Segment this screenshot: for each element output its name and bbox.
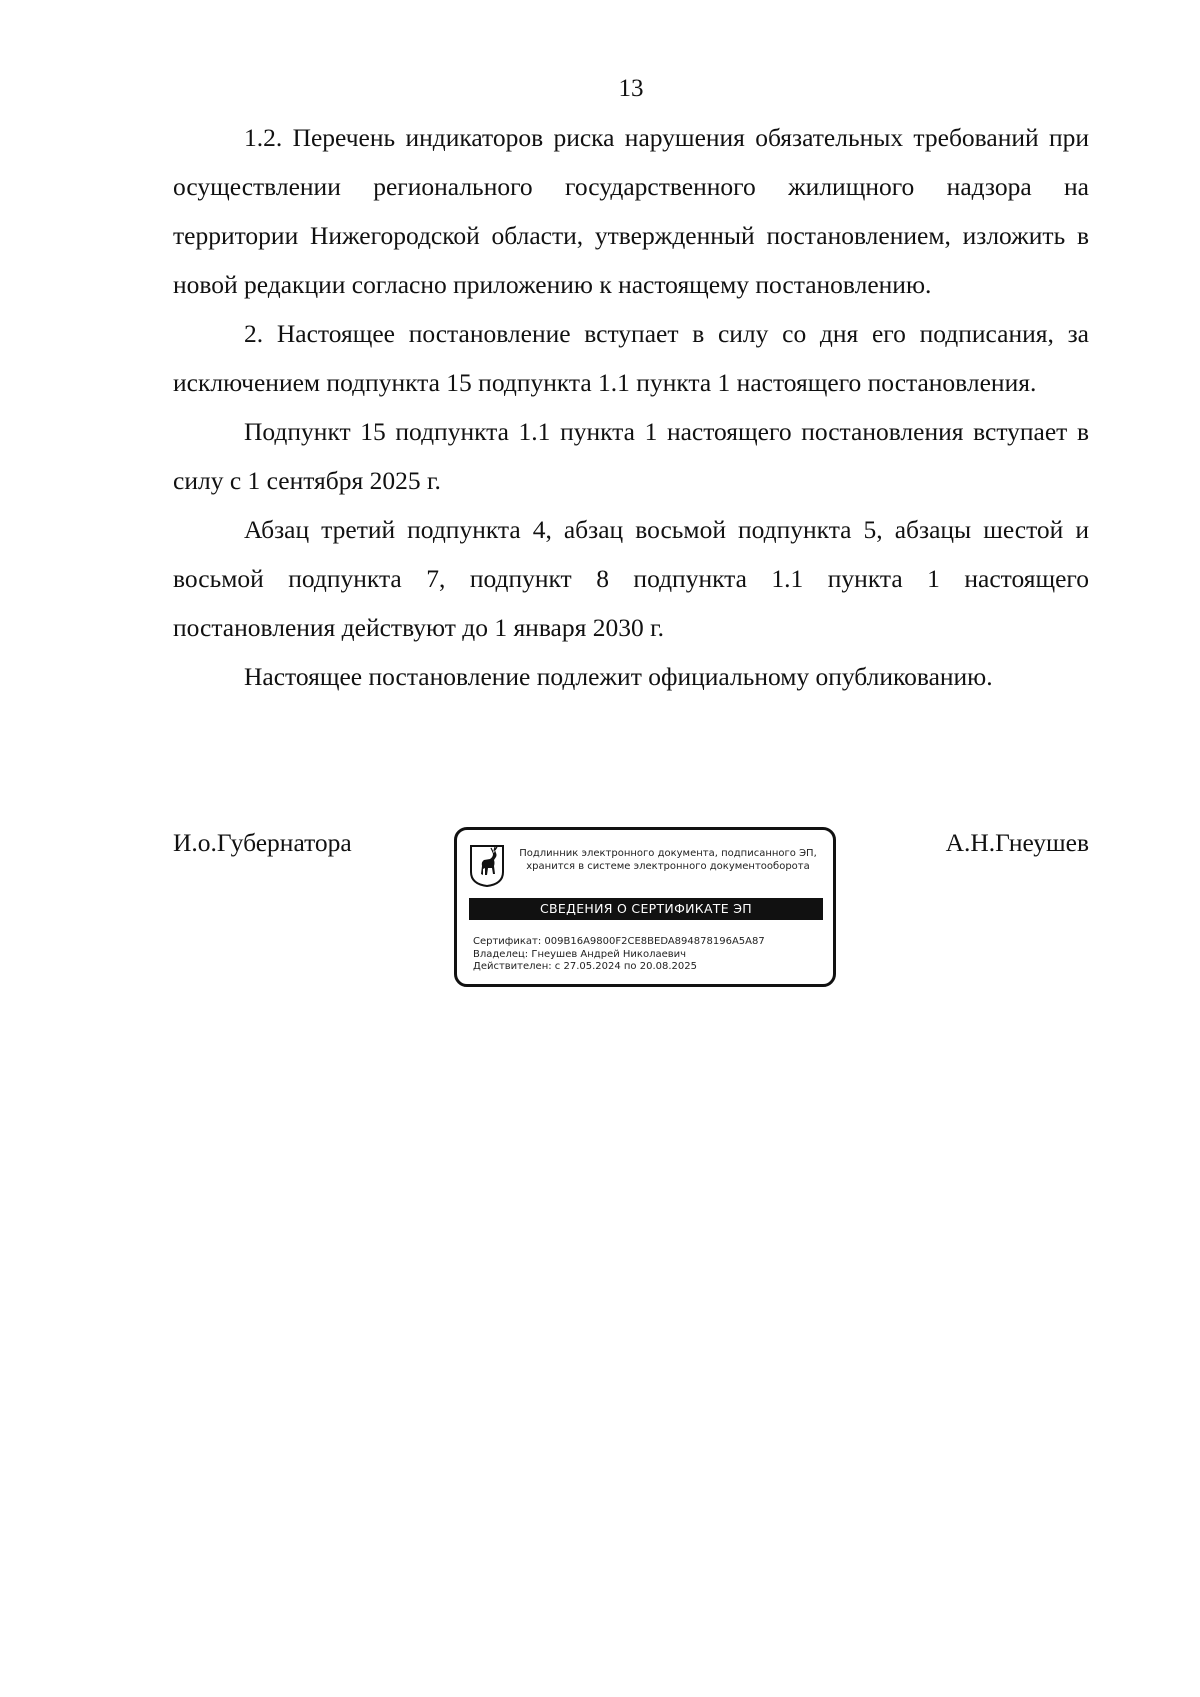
signer-name: А.Н.Гнеушев [945,828,1089,857]
paragraph-effective-date: Подпункт 15 подпункта 1.1 пункта 1 настоящего постановления вступает в силу с 1 сентября 2025 г. [173,417,1089,495]
electronic-signature-stamp [454,827,836,987]
signer-position: И.о.Губернатора [173,828,352,857]
paragraph-1-2: 1.2. Перечень индикаторов риска нарушения обязательных требований при осуществлении регионального государственного жилищного надзора на территории Нижегородской области, утвержденный постановлением, изложить в новой редакции согласно приложению к настоящему постановлению. [173,123,1089,299]
stamp-note-line-1: Подлинник электронного документа, подписанного ЭП, [519,848,817,859]
certificate-owner: Владелец: Гнеушев Андрей Николаевич [473,948,687,960]
document-body [173,113,1089,701]
page-number: 13 [618,75,644,102]
paragraph-validity: Абзац третий подпункта 4, абзац восьмой подпункта 5, абзацы шестой и восьмой подпункта 7, подпункт 8 подпункта 1.1 пункта 1 настоящего постановления действуют до 1 января 2030 г. [173,515,1089,642]
stamp-note-line-2: хранится в системе электронного документооборота [526,861,810,872]
certificate-validity: Действителен: с 27.05.2024 по 20.08.2025 [473,961,697,972]
stamp-note [507,847,829,873]
paragraph-publication: Настоящее постановление подлежит официальному опубликованию. [244,662,993,691]
stamp-header: СВЕДЕНИЯ О СЕРТИФИКАТЕ ЭП [469,898,823,920]
paragraph-2: 2. Настоящее постановление вступает в силу со дня его подписания, за исключением подпункта 15 подпункта 1.1 пункта 1 настоящего постановления. [173,319,1089,397]
deer-emblem-icon [469,844,505,888]
certificate-number: Сертификат: 009B16A9800F2CE8BEDA894878196A5A87 [473,936,765,947]
certificate-details [473,936,765,974]
